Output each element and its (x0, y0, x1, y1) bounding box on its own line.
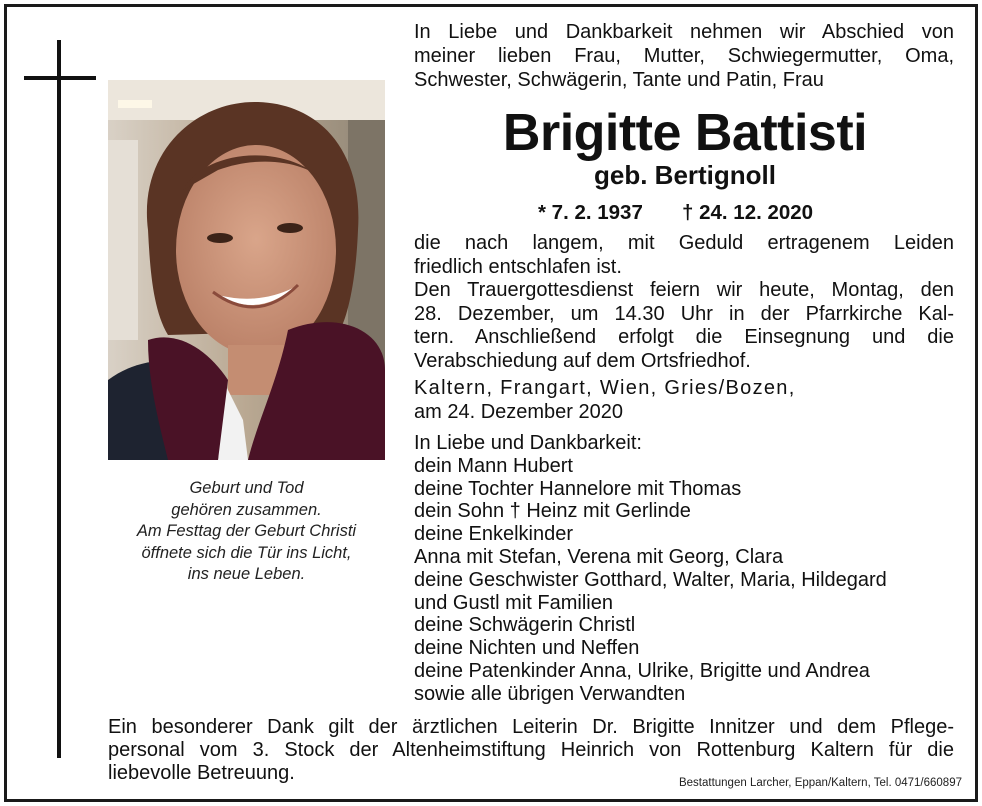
cross-vertical-bar (57, 40, 61, 758)
mourners-line: deine Nichten und Neffen (414, 637, 640, 660)
memorial-quote (108, 478, 385, 586)
intro-line: Schwester, Schwägerin, Tante und Patin, Frau (414, 69, 824, 91)
quote-line: gehören zusammen. (171, 500, 322, 519)
date-line: am 24. Dezember 2020 (414, 400, 624, 423)
thanks-line: Ein besonderer Dank gilt der ärztlichen Leiterin Dr. Brigitte Innitzer und dem Pflege- (108, 716, 954, 738)
mourners-line: dein Sohn † Heinz mit Gerlinde (414, 500, 691, 523)
mourners-line: dein Mann Hubert (414, 454, 573, 477)
mourners-line: deine Enkelkinder (414, 523, 573, 546)
mourners-line: Anna mit Stefan, Verena mit Georg, Clara (414, 545, 784, 568)
mourners-line: sowie alle übrigen Verwandten (414, 682, 686, 705)
announcement-line: die nach langem, mit Geduld ertragenem Leiden (414, 232, 954, 254)
announcement-line: friedlich entschlafen ist. (414, 255, 622, 278)
thanks-line: personal vom 3. Stock der Altenheimstiftung Heinrich von Rottenburg Kaltern für die (108, 739, 954, 761)
maiden-name: geb. Bertignoll (594, 160, 776, 190)
quote-line: Am Festtag der Geburt Christi (136, 522, 357, 540)
place-line: Kaltern, Frangart, Wien, Gries/Bozen, (414, 377, 796, 399)
undertaker-credit: Bestattungen Larcher, Eppan/Kaltern, Tel. 0471/660897 (678, 777, 962, 789)
quote-line: ins neue Leben. (187, 565, 306, 583)
quote-line: öffnete sich die Tür ins Licht, (141, 543, 352, 562)
announcement-line: 28. Dezember, um 14.30 Uhr in der Pfarrkirche Kal- (414, 302, 954, 325)
announcement-text (414, 232, 954, 424)
death-date: † 24. 12. 2020 (682, 201, 814, 224)
birth-date: * 7. 2. 1937 (538, 201, 643, 224)
intro-line: In Liebe und Dankbarkeit nehmen wir Abschied von (414, 21, 954, 43)
mourners-list (414, 432, 959, 706)
intro-line: meiner lieben Frau, Mutter, Schwiegermutter, Oma, (414, 45, 954, 67)
mourners-line: deine Schwägerin Christl (414, 614, 636, 637)
cross-horizontal-bar (24, 76, 96, 80)
announcement-line: Den Trauergottesdienst feiern wir heute, Montag, den (414, 279, 954, 301)
mourners-line: deine Geschwister Gotthard, Walter, Maria, Hildegard (414, 568, 887, 591)
thanks-paragraph (108, 716, 954, 785)
thanks-line: liebevolle Betreuung. (108, 762, 295, 784)
deceased-name: Brigitte Battisti (502, 104, 868, 162)
quote-line: Geburt und Tod (189, 479, 304, 497)
portrait-photo (108, 80, 385, 460)
intro-text (414, 20, 954, 92)
mourners-line: In Liebe und Dankbarkeit: (414, 432, 642, 454)
mourners-line: und Gustl mit Familien (414, 591, 613, 614)
announcement-line: Verabschiedung auf dem Ortsfriedhof. (414, 349, 751, 372)
mourners-line: deine Patenkinder Anna, Ulrike, Brigitte und Andrea (414, 659, 870, 682)
mourners-line: deine Tochter Hannelore mit Thomas (414, 477, 742, 500)
announcement-line: tern. Anschließend erfolgt die Einsegnung und die (414, 326, 954, 348)
